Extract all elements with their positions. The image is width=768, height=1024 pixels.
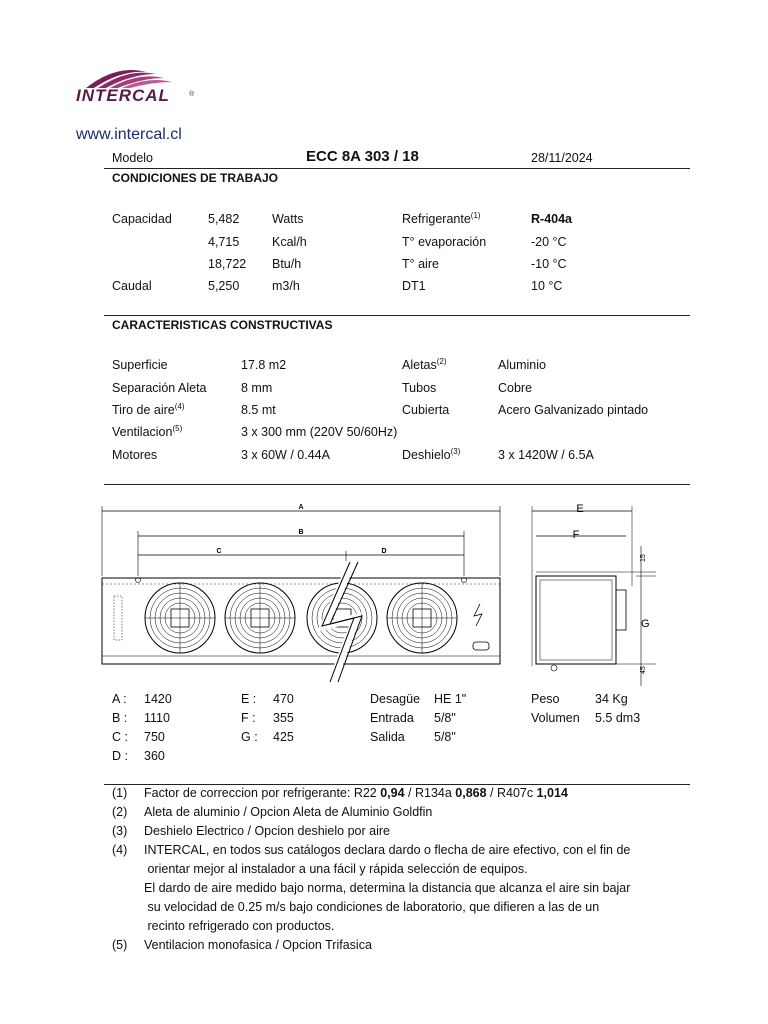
footnote-ref: (3) [450, 446, 461, 456]
section-title-condiciones: CONDICIONES DE TRABAJO [112, 171, 279, 185]
spec-label: Motores [112, 448, 158, 462]
cond-unit: Watts [272, 212, 304, 226]
note-number: (2) [112, 805, 128, 819]
dim-value: 750 [144, 730, 165, 744]
document-date: 28/11/2024 [531, 151, 593, 165]
weight-label: Peso [531, 692, 560, 706]
dim-value: 355 [273, 711, 294, 725]
volume-value: 5.5 dm3 [595, 711, 641, 725]
spec-label-2 [402, 448, 460, 462]
cond-value: 5,482 [208, 212, 240, 226]
note-refrigerant-factor [144, 786, 568, 800]
connection-key: Salida [370, 730, 405, 744]
cond-param-text: Refrigerante [402, 212, 471, 226]
unit-technical-drawing [96, 496, 666, 686]
capacidad-label: Capacidad [112, 212, 172, 226]
dim-value: 470 [273, 692, 294, 706]
weight-value: 34 Kg [595, 692, 628, 706]
cond-value: 18,722 [208, 257, 247, 271]
note-text: Factor de correccion por refrigerante: R22 [144, 786, 381, 800]
note-text: Deshielo Electrico / Opcion deshielo por aire [144, 824, 390, 838]
spec-label: Superficie [112, 358, 168, 372]
connection-key: Entrada [370, 711, 414, 725]
spec-label-text: Tiro de aire [112, 403, 175, 417]
factor-r22: 0,94 [380, 786, 405, 800]
dim-label-g: G [641, 618, 650, 630]
spec-value: 8.5 mt [241, 403, 276, 417]
note-text: INTERCAL, en todos sus catálogos declara dardo o flecha de aire efectivo, con el fin de [144, 843, 631, 857]
dim-label-top: 15 [640, 554, 647, 562]
spec-value: 3 x 60W / 0.44A [241, 448, 330, 462]
website-url[interactable]: www.intercal.cl [76, 126, 182, 143]
spec-label-2-text: Aletas [402, 358, 437, 372]
dim-label-bottom: 45 [640, 666, 647, 674]
model-label: Modelo [112, 151, 153, 165]
footnote-ref: (2) [436, 356, 447, 366]
spec-label-2 [402, 358, 447, 372]
constructivas-divider [104, 484, 690, 485]
spec-value: 8 mm [241, 381, 273, 395]
note-text: su velocidad de 0.25 m/s bajo condiciones de laboratorio, que difieren a las de un [144, 900, 600, 914]
caudal-label: Caudal [112, 279, 152, 293]
dim-key: C : [112, 730, 128, 744]
note-text: Ventilacion monofasica / Opcion Trifasica [144, 938, 372, 952]
cond-param [402, 212, 481, 226]
spec-value-2: Aluminio [498, 358, 546, 372]
note-text: / R134a [404, 786, 456, 800]
spec-value: 3 x 300 mm (220V 50/60Hz) [241, 425, 398, 439]
dim-value: 360 [144, 749, 165, 763]
cond-param: T° aire [402, 257, 439, 271]
spec-value: 17.8 m2 [241, 358, 287, 372]
note-text: recinto refrigerado con productos. [144, 919, 335, 933]
dim-label-a: A [298, 504, 304, 511]
cond-unit: Kcal/h [272, 235, 307, 249]
dim-label-f: F [572, 529, 580, 541]
intercal-logo [76, 66, 206, 116]
spec-label [112, 425, 182, 439]
volume-label: Volumen [531, 711, 580, 725]
spec-label-2-text: Deshielo [402, 448, 451, 462]
dim-key: F : [241, 711, 256, 725]
cond-unit: m3/h [272, 279, 300, 293]
dim-label-c: C [216, 548, 222, 555]
dim-value: 1110 [144, 711, 170, 725]
cond-param-value: -20 °C [531, 235, 567, 249]
cond-param: T° evaporación [402, 235, 487, 249]
note-number: (4) [112, 843, 128, 857]
dim-key: D : [112, 749, 128, 763]
spec-label [112, 403, 185, 417]
dim-value: 425 [273, 730, 294, 744]
dim-key: G : [241, 730, 258, 744]
condiciones-divider [104, 315, 690, 316]
cond-unit: Btu/h [272, 257, 302, 271]
footnote-ref: (5) [172, 423, 183, 433]
factor-r134a: 0,868 [455, 786, 487, 800]
cond-param-value: -10 °C [531, 257, 567, 271]
cond-value: 4,715 [208, 235, 240, 249]
spec-label-2: Cubierta [402, 403, 450, 417]
connection-value: HE 1" [434, 692, 467, 706]
footnote-ref: (1) [470, 210, 481, 220]
spec-label-2: Tubos [402, 381, 437, 395]
fan-icon [145, 583, 215, 653]
spec-label-text: Ventilacion [112, 425, 173, 439]
note-text: Aleta de aluminio / Opcion Aleta de Aluminio Goldfin [144, 805, 433, 819]
connection-key: Desagüe [370, 692, 421, 706]
spec-value-2: Acero Galvanizado pintado [498, 403, 649, 417]
spec-value-2: Cobre [498, 381, 533, 395]
dim-label-d: D [381, 548, 387, 555]
registered-mark: ® [189, 91, 195, 98]
dim-value: 1420 [144, 692, 172, 706]
spec-label: Separación Aleta [112, 381, 207, 395]
dim-label-b: B [298, 529, 304, 536]
fan-icon [225, 583, 295, 653]
note-number: (5) [112, 938, 128, 952]
section-title-constructivas: CARACTERISTICAS CONSTRUCTIVAS [112, 318, 333, 332]
note-number: (3) [112, 824, 128, 838]
header-divider [104, 168, 690, 169]
connection-value: 5/8" [434, 730, 456, 744]
cond-param-value: R-404a [531, 212, 572, 226]
connection-value: 5/8" [434, 711, 456, 725]
dim-label-e: E [576, 503, 584, 515]
cond-value: 5,250 [208, 279, 240, 293]
fan-icon [387, 583, 457, 653]
dimensions-divider [104, 784, 690, 785]
note-text: El dardo de aire medido bajo norma, determina la distancia que alcanza el aire sin bajar [144, 881, 631, 895]
factor-r407c: 1,014 [536, 786, 568, 800]
brand-name: INTERCAL [76, 86, 170, 105]
cond-param-value: 10 °C [531, 279, 563, 293]
footnote-ref: (4) [174, 401, 185, 411]
cond-param: DT1 [402, 279, 426, 293]
dim-key: B : [112, 711, 128, 725]
dim-key: E : [241, 692, 257, 706]
note-text: / R407c [486, 786, 537, 800]
dim-key: A : [112, 692, 127, 706]
note-number: (1) [112, 786, 128, 800]
spec-value-2: 3 x 1420W / 6.5A [498, 448, 594, 462]
note-text: orientar mejor al instalador a una fácil y rápida selección de equipos. [144, 862, 528, 876]
model-value: ECC 8A 303 / 18 [306, 148, 419, 165]
